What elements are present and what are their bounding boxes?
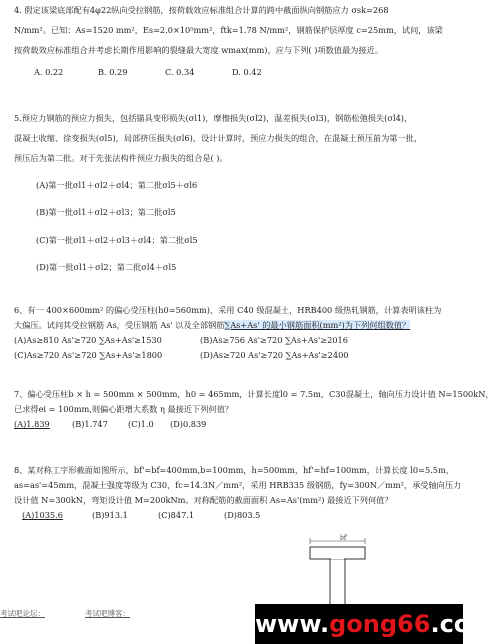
q4-option-d: D. 0.42 — [232, 67, 262, 77]
q7-option-d: (D)0.839 — [170, 419, 207, 429]
q7-line2: 已求得ei = 100mm,则偏心距增大系数 η 最接近下列何值？ — [14, 404, 233, 414]
q7-option-c: (C)1.0 — [128, 419, 154, 429]
q8-line1: 8、某对称工字形截面如图所示，bf'=bf=400mm,b=100mm，h=500mm，hf'=hf=100mm，计算长度 l0=5.5m， — [14, 465, 454, 475]
top-flange — [310, 547, 365, 559]
q6-option-a: (A)As≥810 As'≥720 ∑As+As'≥1530 — [14, 335, 162, 345]
q4-line1: 4. 假定该梁底部配有4φ22纵向受拉钢筋，按荷载效应标准组合计算的跨中截面纵向钢筋应力 σsk=268 — [14, 5, 389, 15]
q5-line1: 5.预应力钢筋的预应力损失，包括锚具变形损失(σl1)，摩擦损失(σl2)，温差损失(σl3)，钢筋松弛损失(σl4)， — [14, 113, 413, 123]
footer — [0, 610, 170, 619]
q4-option-c: C. 0.34 — [165, 67, 195, 77]
q6-option-b: (B)As≥756 As'≥720 ∑As+As'≥2016 — [200, 335, 348, 345]
q5-option-a: (A)第一批σl1＋σl2＋σl4；第二批σl5＋σl6 — [36, 180, 198, 190]
q8-option-b: (B)913.1 — [92, 510, 128, 520]
q8-option-d: (D)803.5 — [224, 510, 261, 520]
q4-option-a: A. 0.22 — [34, 67, 64, 77]
q5-option-d: (D)第一批σl1＋σl2；第二批σl4＋σl5 — [36, 262, 177, 272]
q7-option-b: (B)1.747 — [72, 419, 108, 429]
q4-line2: N/mm²。已知：As=1520 mm²，Es=2.0×10⁵mm²，ftk=1.78 N/mm²，钢筋保护层厚度 c=25mm，试问，该梁 — [14, 25, 443, 35]
q8-line3: 设计值 N=300kN，弯矩设计值 M=200kNm。对称配筋的截面面积 As=As'(mm²) 最接近下列何值？ — [14, 495, 393, 505]
site-watermark — [255, 604, 495, 644]
q8-option-a: (A)1035.6 — [22, 510, 63, 520]
q8-line2: as=as'=45mm，混凝土强度等级为 C30，fc=14.3N／mm²，采用 HRB335 级钢筋，fy=300N／mm²，承受轴向压力 — [14, 480, 462, 490]
i-section-figure — [290, 535, 385, 605]
q5-line3: 预压后为第二批。对于先张法构件预应力损失的组合是( )。 — [14, 153, 228, 163]
q6-option-d: (D)As≥720 As'≥720 ∑As+As'≥2400 — [200, 350, 349, 360]
q5-line2: 混凝土收缩、徐变损失(σl5)，局部挤压损失(σl6)，设计计算时，预应力损失的组合，在混凝土预压前为第一批， — [14, 133, 423, 143]
q5-option-b: (B)第一批σl1＋σl2＋σl3；第二批σl5 — [36, 207, 176, 217]
footer-forum-link[interactable]: 考试吧论坛： — [0, 609, 45, 618]
q6-line1: 6、有一 400×600mm² 的偏心受压柱(h0=560mm)，采用 C40 级混凝土，HRB400 级热轧钢筋，计算表明该柱为 — [14, 305, 442, 315]
footer-blog-link[interactable]: 考试吧博客： — [85, 609, 130, 618]
q7-line1: 7、偏心受压柱b × h = 500mm × 500mm，h0 = 465mm，计算长度l0 = 7.5m，C30混凝土，轴向压力设计值 N=1500kN， — [14, 389, 494, 399]
q6-line2-text: 大偏压。试问其受拉钢筋 As，受压钢筋 As' 以及全部钢筋 — [14, 320, 225, 330]
q6-line2-highlight: ∑As+As' 的最小钢筋面积(mm²)为下列何组数值？ — [224, 320, 411, 330]
web — [330, 559, 345, 605]
q4-option-b: B. 0.29 — [98, 67, 128, 77]
q5-option-c: (C)第一批σl1＋σl2＋σl3＋σl4；第二批σl5 — [36, 235, 198, 245]
q4-line3: 按荷载效应标准组合并考虑长期作用影响的裂缝最大宽度 wmax(mm)，应与下列( )项数值最为接近。 — [14, 45, 383, 55]
watermark-suffix: .com — [430, 610, 495, 638]
watermark-prefix: www. — [255, 610, 330, 638]
q6-line2 — [14, 321, 410, 330]
q7-option-a: (A)1.839 — [14, 419, 50, 429]
q8-option-c: (C)847.1 — [158, 510, 195, 520]
watermark-brand: gong66 — [329, 610, 431, 638]
flange-width-label: bf' — [340, 534, 348, 542]
q6-option-c: (C)As≥720 As'≥720 ∑As+As'≥1800 — [14, 350, 163, 360]
